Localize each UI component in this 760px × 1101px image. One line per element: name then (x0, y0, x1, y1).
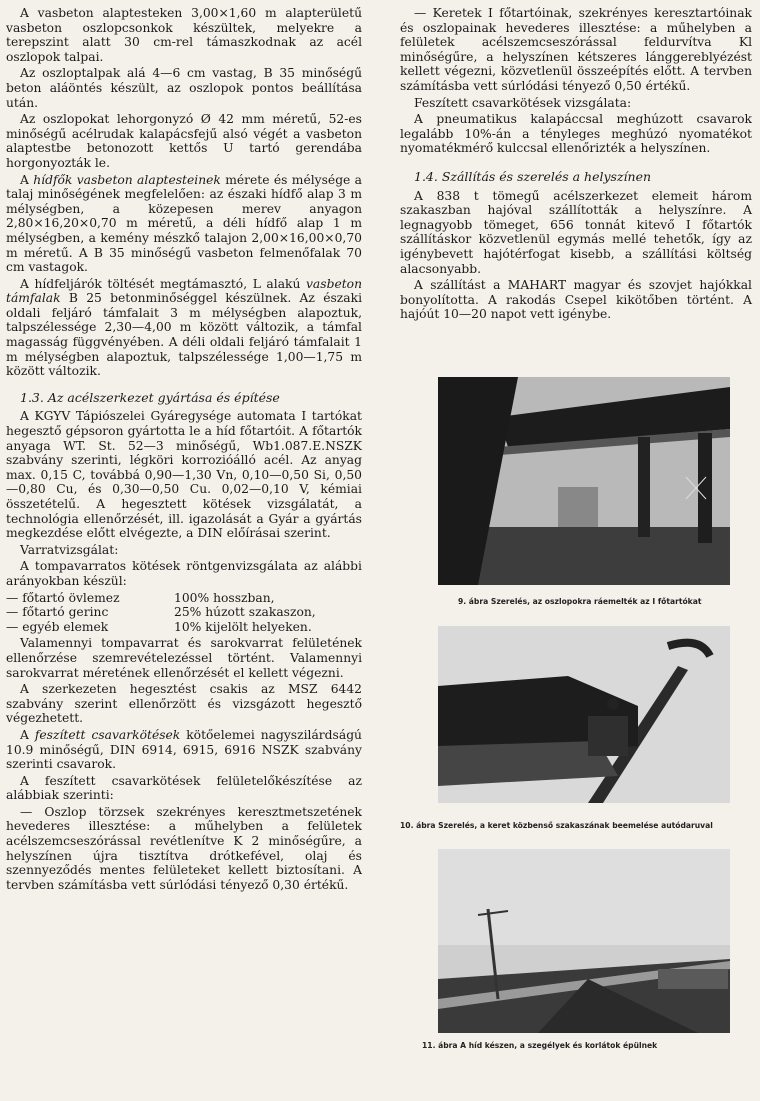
figure-10-photo (438, 626, 730, 803)
paragraph: A feszített csavarkötések felületelőkészítése az alábbiak szerinti: (6, 773, 362, 803)
paragraph: A hídfeljárók töltését megtámasztó, L alakú vasbeton támfalak B 25 betonminőséggel készülnek. Az északi oldali feljáró támfalait 3 m mélységben alapoztuk, talpszélessége 2,30—4,00 m között változik, a támfal magasság függvényében. A déli oldali feljáró támfalait 1 m mélységben alapoztuk, talpszélessége 1,00—1,75 m között változik. (6, 276, 362, 379)
list-item: — egyéb elemek 10% kijelölt helyeken. (6, 619, 312, 634)
paragraph: A szerkezeten hegesztést csakis az MSZ 6442 szabvány szerint ellenőrzött és vizsgázott hegesztő végezhetett. (6, 682, 362, 726)
figure-10-caption: 10. ábra Szerelés, a keret közbenső szakaszának beemelése autódaruval (400, 821, 713, 830)
figure-11-caption: 11. ábra A híd készen, a szegélyek és korlátok épülnek (422, 1041, 658, 1050)
inspection-list (6, 591, 362, 635)
left-column (6, 6, 362, 894)
section-heading: 1.4. Szállítás és szerelés a helyszínen (414, 168, 652, 184)
paragraph: A feszített csavarkötések kötőelemei nagyszilárdságú 10.9 minőségű, DIN 6914, 6915, 6916 NSZK szabvány szerinti csavarok. (6, 727, 362, 772)
figure-9-photo (438, 377, 730, 585)
paragraph: A pneumatikus kalapáccsal meghúzott csavarok legalább 10%-án a tényleges meghúzó nyomatékot nyomatékmérő kulccsal ellenőrizték a helyszínen. (400, 112, 752, 156)
paragraph: A hídfők vasbeton alaptesteinek mérete és mélysége a talaj minőségének megfelelően: az északi hídfő alap 3 m mélységben, a közepesen merev anyagon 2,80×16,20×0,70 m méretű, a déli hídfő alap 1 m mélységben, a kemény mészkő talajon 2,00×16,00×0,70 m méretű. A B 35 minőségű vasbeton felmenőfalak 70 cm vastagok. (6, 172, 363, 275)
paragraph: Varratvizsgálat: (20, 542, 119, 557)
paragraph: — Keretek I főtartóinak, szekrényes keresztartóinak és oszlopainak hevederes illesztése: a műhelyben a felületek acélszemcseszórással feldurvítva Kl minőségűre, a helyszínen kétszeres lánggereblyézést kellett végezni, közvetlenül összeépítés előtt. A tervben számításba vett súrlódási tényező 0,50 értékű. (400, 6, 752, 93)
paragraph: Feszített csavarkötések vizsgálata: (414, 95, 632, 110)
section-heading: 1.3. Az acélszerkezet gyártása és építése (20, 389, 280, 405)
paragraph: A tompavarratos kötések röntgenvizsgálata az alábbi arányokban készül: (6, 559, 362, 588)
figure-9-caption: 9. ábra Szerelés, az oszlopokra ráemelték az I főtartókat (458, 597, 702, 606)
paragraph: A szállítást a MAHART magyar és szovjet hajókkal bonyolította. A rakodás Csepel kikötőben történt. A hajóút 10—20 napot vett igénybe. (400, 278, 752, 322)
list-item: — főtartó övlemez 100% hosszban, (6, 590, 275, 605)
paragraph: Valamennyi tompavarrat és sarokvarrat felületének ellenőrzése szemrevételezéssel történt. Valamennyi sarokvarrat méretének ellenőrzését el kellett végezni. (6, 636, 362, 680)
paragraph: A vasbeton alaptesteken 3,00×1,60 m alapterületű vasbeton oszlopcsonkok készültek, melyekre a terepszint alatt 30 cm-rel támaszkodnak az acél oszlopok talpai. (6, 6, 362, 64)
right-column (400, 6, 752, 324)
paragraph: A 838 t tömegű acélszerkezet elemeit három szakaszban hajóval szállították a helyszínre. A legnagyobb tömeget, 656 tonnát kitevő I főtartók szállításkor közvetlenül egymás mellé tehetők, így az igénybevett hajótérfogat kisebb, a szállítási költség alacsonyabb. (400, 188, 752, 276)
paragraph: Az oszloptalpak alá 4—6 cm vastag, B 35 minőségű beton aláöntés készült, az oszlopok pontos beállítása után. (6, 66, 362, 110)
list-item: — főtartó gerinc 25% húzott szakaszon, (6, 605, 316, 620)
paragraph: Az oszlopokat lehorgonyzó Ø 42 mm méretű, 52-es minőségű acélrudak kalapácsfejű alsó végét a vasbeton alaptestbe betonozott kettős U tartó gerendába horgonyozták le. (6, 112, 362, 170)
figure-11-photo (438, 849, 730, 1033)
paragraph: A KGYV Tápiószelei Gyáregysége automata I tartókat hegesztő gépsoron gyártotta le a híd főtartóit. A főtartók anyaga WT. St. 52—3 minőségű, Wb1.087.E.NSZK szabvány szerinti, légköri korrozióálló acél. Az anyag max. 0,15 C, továbbá 0,90—1,30 Vn, 0,10—0,50 Si, 0,50—0,80 Cu, és 0,30—0,50 Cu. 0,02—0,10 V, kémiai összetételű. A hegesztett kötések vizsgálatát, a technológia ellenőrzését, ill. igazolását a Gyár a gyártás megkezdése előtt elvégezte, a DIN előírásai szerint. (6, 409, 362, 541)
paragraph: — Oszlop törzsek szekrényes keresztmetszetének hevederes illesztése: a műhelyben a felületek acélszemcseszórással revétlenítve K 2 minőségűre, a helyszínen újra tisztítva drótkefével, olaj és szennyeződés mentes felületeket kellett biztosítani. A tervben számításba vett súrlódási tényező 0,30 értékű. (6, 804, 362, 892)
